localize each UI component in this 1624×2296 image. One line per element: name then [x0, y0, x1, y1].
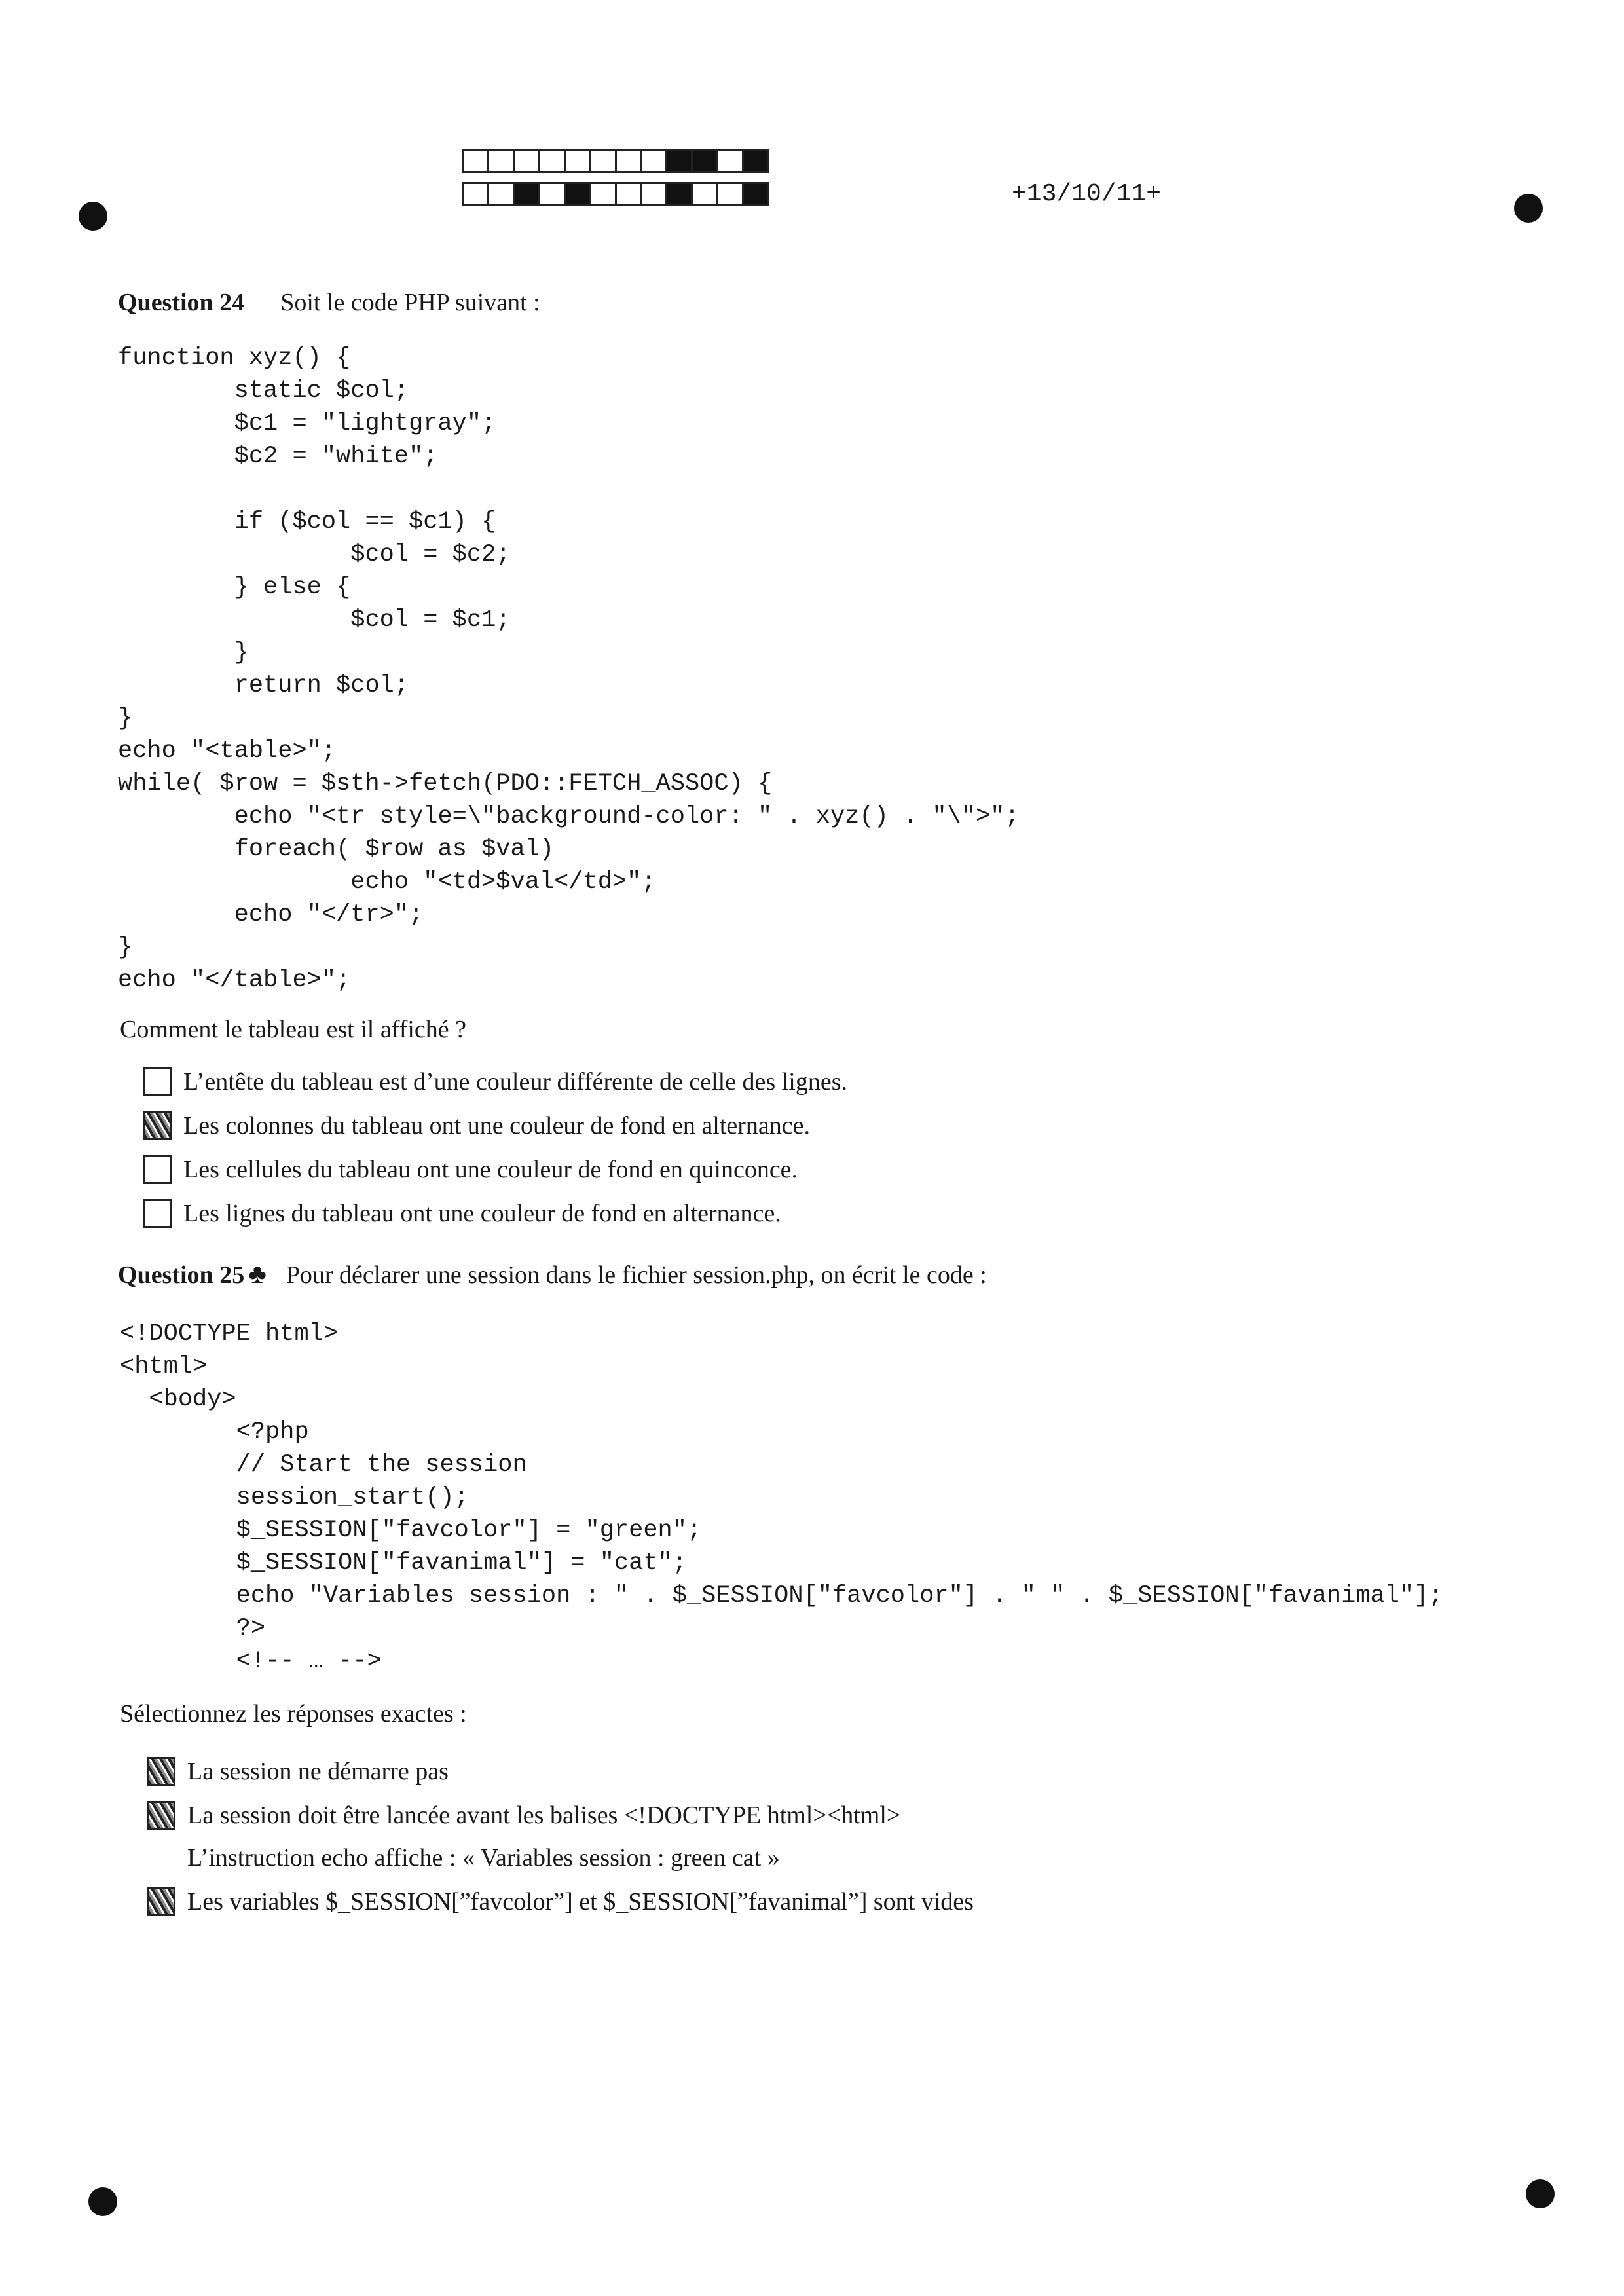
barcode-row-top: [462, 149, 769, 173]
answer-checkbox-checked[interactable]: [147, 1757, 175, 1786]
question-25-header: [118, 1259, 987, 1290]
registration-mark-bottom-left: [88, 2187, 117, 2216]
answer-checkbox-missing: [147, 1843, 175, 1872]
barcode-cell-empty: [515, 151, 540, 171]
question-24-code-block: function xyz() { static $col; $c1 = "lightgray"; $c2 = "white"; if ($col == $c1) { $col = $c2; } else { $col = $c1; } return $col; } echo "<table>"; while( $row = $sth->fetch(PDO::FETCH_ASSOC) { echo "<tr style=\"background-color: " . xyz() . "\">"; foreach( $row as $val) echo "<td>$val</td>"; echo "</tr>"; } echo "</table>";: [118, 344, 1020, 994]
option-label: La session ne démarre pas: [187, 1758, 449, 1785]
option-label: La session doit être lancée avant les balises <!DOCTYPE html><html>: [187, 1802, 901, 1829]
registration-mark-top-left: [79, 202, 107, 231]
barcode-cell-filled: [693, 151, 718, 171]
barcode-cell-empty: [540, 184, 566, 204]
answer-checkbox[interactable]: [143, 1155, 172, 1184]
question-24-prompt: Comment le tableau est il affiché ?: [120, 1016, 466, 1043]
barcode-cell-empty: [591, 184, 617, 204]
barcode-cell-empty: [718, 184, 744, 204]
barcode-cell-filled: [744, 151, 767, 171]
question-24-statement: Soit le code PHP suivant :: [280, 289, 540, 316]
option-label: L’instruction echo affiche : « Variables session : green cat »: [187, 1844, 780, 1872]
question-25-code-block: <!DOCTYPE html> <html> <body> <?php // Start the session session_start(); $_SESSION["favcolor"] = "green"; $_SESSION["favanimal"] = "cat"; echo "Variables session : " . $_SESSION["favcolor"] . " " . $_SESSION["favanimal"]; ?> <!-- … -->: [120, 1320, 1443, 1675]
barcode-row-bottom: [462, 182, 769, 206]
barcode-cell-empty: [642, 151, 667, 171]
question-24-option-1[interactable]: [143, 1067, 847, 1096]
question-25-option-3[interactable]: [147, 1843, 780, 1872]
question-24-header: [118, 288, 540, 317]
barcode-cell-empty: [591, 151, 617, 171]
option-label: Les cellules du tableau ont une couleur de fond en quinconce.: [183, 1156, 798, 1183]
barcode-cell-empty: [489, 184, 515, 204]
question-25-label: Question 25: [118, 1261, 245, 1289]
barcode-cell-filled: [515, 184, 540, 204]
barcode-cell-empty: [617, 184, 642, 204]
question-25-statement: Pour déclarer une session dans le fichier session.php, on écrit le code :: [286, 1261, 987, 1289]
option-label: Les colonnes du tableau ont une couleur de fond en alternance.: [183, 1112, 811, 1139]
answer-checkbox-checked[interactable]: [147, 1887, 175, 1916]
barcode-cell-empty: [718, 151, 744, 171]
barcode-cell-filled: [744, 184, 767, 204]
question-25-prompt: Sélectionnez les réponses exactes :: [120, 1700, 467, 1728]
barcode-cell-empty: [464, 184, 489, 204]
barcode-cell-empty: [617, 151, 642, 171]
barcode-cell-empty: [693, 184, 718, 204]
option-label: L’entête du tableau est d’une couleur différente de celle des lignes.: [183, 1068, 847, 1096]
barcode-cell-empty: [566, 151, 591, 171]
barcode-cell-empty: [464, 151, 489, 171]
question-24-label: Question 24: [118, 289, 245, 316]
registration-mark-top-right: [1514, 194, 1543, 223]
barcode-cell-filled: [667, 184, 693, 204]
registration-mark-bottom-right: [1526, 2179, 1555, 2208]
barcode-cell-filled: [667, 151, 693, 171]
answer-checkbox[interactable]: [143, 1199, 172, 1228]
barcode-cell-empty: [489, 151, 515, 171]
exam-code: +13/10/11+: [1012, 180, 1162, 208]
question-24-option-3[interactable]: [143, 1155, 798, 1184]
question-25-option-2[interactable]: [147, 1801, 900, 1830]
answer-checkbox-checked[interactable]: [147, 1801, 175, 1830]
question-25-option-1[interactable]: [147, 1757, 449, 1786]
question-24-option-4[interactable]: [143, 1199, 781, 1228]
barcode-cell-empty: [642, 184, 667, 204]
option-label: Les lignes du tableau ont une couleur de fond en alternance.: [183, 1200, 781, 1227]
option-label: Les variables $_SESSION[”favcolor”] et $_SESSION[”favanimal”] sont vides: [187, 1888, 974, 1916]
answer-checkbox[interactable]: [143, 1067, 172, 1096]
barcode-cell-empty: [540, 151, 566, 171]
club-icon: ♣: [248, 1259, 267, 1289]
barcode-cell-filled: [566, 184, 591, 204]
answer-checkbox-checked[interactable]: [143, 1111, 172, 1140]
question-24-option-2[interactable]: [143, 1111, 810, 1140]
question-25-option-4[interactable]: [147, 1887, 974, 1916]
